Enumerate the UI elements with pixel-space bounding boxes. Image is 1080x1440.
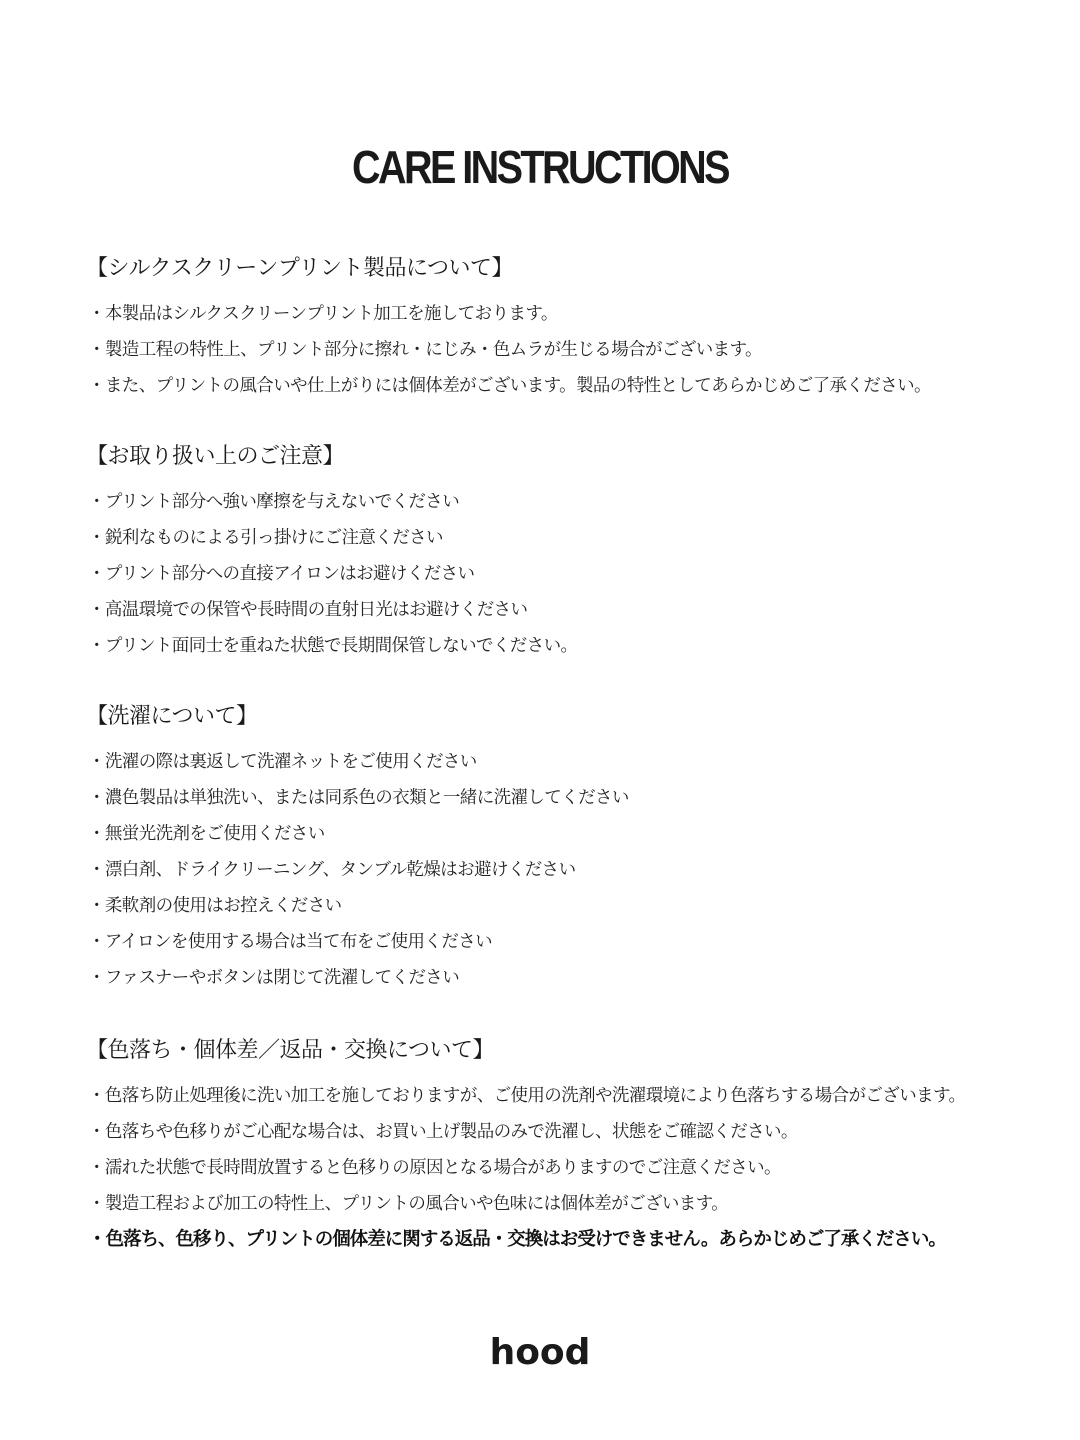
section-silkscreen (86, 254, 1016, 404)
returns-notice: ・色落ち、色移り、プリントの個体差に関する返品・交換はお受けできません。あらかじめご了承ください。 (88, 1229, 946, 1250)
section-heading: 【色落ち・個体差／返品・交換について】 (86, 1038, 495, 1063)
list-item: ・濃色製品は単独洗い、または同系色の衣類と一緒に洗濯してください (88, 788, 629, 808)
list-item: ・鋭利なものによる引っ掛けにご注意ください (88, 528, 443, 548)
list-item: ・色落ち防止処理後に洗い加工を施しておりますが、ご使用の洗剤や洗濯環境により色落ちする場合がございます。 (88, 1086, 966, 1106)
list-item: ・プリント部分への直接アイロンはお避けください (88, 564, 475, 584)
section-washing (86, 702, 1016, 996)
page-title: CARE INSTRUCTIONS (352, 141, 728, 193)
list-item: ・プリント面同士を重ねた状態で長期間保管しないでください。 (88, 636, 578, 656)
list-item: ・プリント部分へ強い摩擦を与えないでください (88, 492, 460, 512)
list-item: ・濡れた状態で長時間放置すると色移りの原因となる場合がありますのでご注意ください。 (88, 1158, 781, 1178)
list-item: ・ファスナーやボタンは閉じて洗濯してください (88, 968, 460, 988)
instruction-list (86, 296, 1016, 404)
list-item: ・アイロンを使用する場合は当て布をご使用ください (88, 932, 493, 952)
list-item: ・高温環境での保管や長時間の直射日光はお避けください (88, 600, 528, 620)
section-heading: 【シルクスクリーンプリント製品について】 (86, 256, 514, 281)
instruction-list (86, 484, 1016, 664)
list-item: ・また、プリントの風合いや仕上がりには個体差がございます。製品の特性としてあらかじめご了承ください。 (88, 376, 931, 396)
section-handling (86, 442, 1016, 664)
list-item: ・製造工程の特性上、プリント部分に擦れ・にじみ・色ムラが生じる場合がございます。 (88, 340, 762, 360)
list-item: ・柔軟剤の使用はお控えください (88, 896, 342, 916)
list-item: ・漂白剤、ドライクリーニング、タンブル乾燥はお避けください (88, 860, 576, 880)
instruction-list (86, 744, 1016, 996)
list-item: ・洗濯の際は裏返して洗濯ネットをご使用ください (88, 752, 477, 772)
section-heading: 【洗濯について】 (86, 704, 258, 729)
brand-logo: hood (489, 1332, 591, 1373)
list-item: ・無蛍光洗剤をご使用ください (88, 824, 325, 844)
list-item: ・製造工程および加工の特性上、プリントの風合いや色味には個体差がございます。 (88, 1194, 729, 1214)
section-color-returns (86, 1036, 1016, 1258)
list-item: ・色落ちや色移りがご心配な場合は、お買い上げ製品のみで洗濯し、状態をご確認ください。 (88, 1122, 798, 1142)
list-item: ・本製品はシルクスクリーンプリント加工を施しております。 (88, 304, 558, 324)
instruction-list (86, 1078, 1016, 1258)
section-heading: 【お取り扱い上のご注意】 (86, 444, 345, 469)
